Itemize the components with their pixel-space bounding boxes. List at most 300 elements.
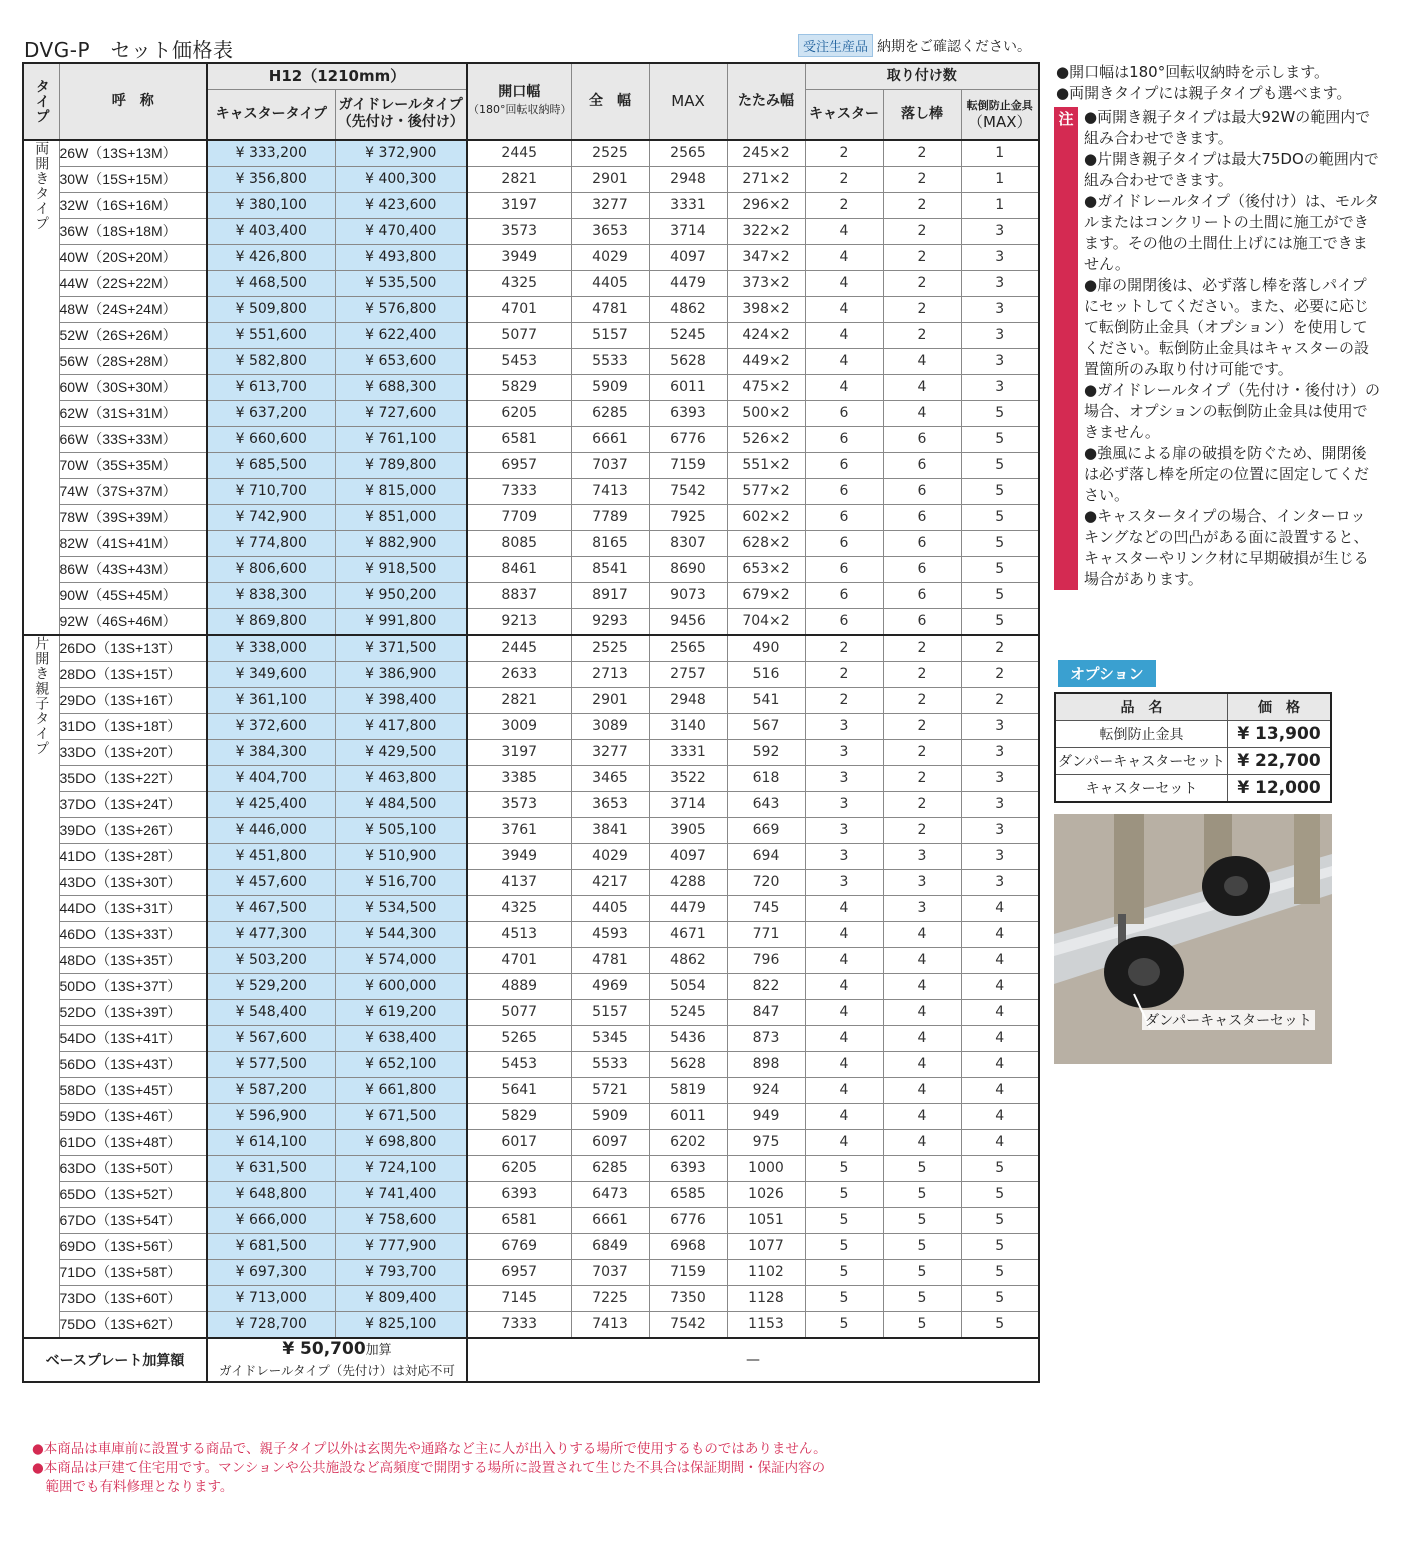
dropbar-count: 2: [883, 322, 961, 348]
base-plate-label: ベースプレート加算額: [23, 1338, 207, 1382]
opening-width: 6017: [467, 1129, 571, 1155]
total-width: 7413: [571, 1311, 649, 1338]
opening-width: 4325: [467, 270, 571, 296]
antifall-count: 5: [961, 608, 1039, 635]
col-max: MAX: [649, 63, 727, 140]
max-width: 6011: [649, 374, 727, 400]
max-width: 4671: [649, 921, 727, 947]
folded-width: 424×2: [727, 322, 805, 348]
max-width: 3714: [649, 218, 727, 244]
table-row: [23, 140, 1039, 167]
max-width: 5245: [649, 322, 727, 348]
caster-count: 6: [805, 400, 883, 426]
folded-width: 924: [727, 1077, 805, 1103]
guide-price: ¥ 727,600: [335, 400, 467, 426]
dropbar-count: 2: [883, 687, 961, 713]
opening-width: 5077: [467, 999, 571, 1025]
folded-width: 602×2: [727, 504, 805, 530]
total-width: 5721: [571, 1077, 649, 1103]
opening-width: 7333: [467, 1311, 571, 1338]
caster-count: 4: [805, 921, 883, 947]
table-row: [23, 687, 1039, 713]
caster-price: ¥ 666,000: [207, 1207, 335, 1233]
antifall-count: 5: [961, 556, 1039, 582]
folded-width: 516: [727, 661, 805, 687]
caster-price: ¥ 509,800: [207, 296, 335, 322]
opening-width: 6957: [467, 452, 571, 478]
opening-width: 7145: [467, 1285, 571, 1311]
caster-price: ¥ 577,500: [207, 1051, 335, 1077]
product-code: 48DO（13S+35T）: [59, 947, 207, 973]
product-code: 43DO（13S+30T）: [59, 869, 207, 895]
antifall-count: 5: [961, 504, 1039, 530]
caster-count: 3: [805, 713, 883, 739]
antifall-count: 5: [961, 478, 1039, 504]
product-code: 28DO（13S+15T）: [59, 661, 207, 687]
base-plate-price: ¥ 50,700加算 ガイドレールタイプ（先付け）は対応不可: [207, 1338, 467, 1382]
caster-count: 5: [805, 1155, 883, 1181]
product-code: 44DO（13S+31T）: [59, 895, 207, 921]
max-width: 7542: [649, 1311, 727, 1338]
guide-price: ¥ 761,100: [335, 426, 467, 452]
opening-width: 2821: [467, 166, 571, 192]
note-opening: ●開口幅は180°回転収納時を示します。: [1056, 63, 1330, 81]
total-width: 3465: [571, 765, 649, 791]
table-row: [23, 400, 1039, 426]
caster-price: ¥ 587,200: [207, 1077, 335, 1103]
total-width: 2901: [571, 687, 649, 713]
col-mount: 取り付け数: [805, 63, 1039, 90]
total-width: 7037: [571, 452, 649, 478]
max-width: 2948: [649, 687, 727, 713]
guide-price: ¥ 918,500: [335, 556, 467, 582]
col-antifall: 転倒防止金具 （MAX）: [961, 90, 1039, 140]
guide-price: ¥ 793,700: [335, 1259, 467, 1285]
total-width: 4217: [571, 869, 649, 895]
antifall-count: 4: [961, 973, 1039, 999]
caster-price: ¥ 468,500: [207, 270, 335, 296]
dropbar-count: 6: [883, 452, 961, 478]
folded-width: 949: [727, 1103, 805, 1129]
guide-price: ¥ 741,400: [335, 1181, 467, 1207]
guide-price: ¥ 463,800: [335, 765, 467, 791]
antifall-count: 4: [961, 895, 1039, 921]
caster-price: ¥ 333,200: [207, 140, 335, 167]
guide-price: ¥ 516,700: [335, 869, 467, 895]
total-width: 8917: [571, 582, 649, 608]
folded-width: 373×2: [727, 270, 805, 296]
antifall-count: 3: [961, 218, 1039, 244]
guide-price: ¥ 688,300: [335, 374, 467, 400]
max-width: 4862: [649, 947, 727, 973]
max-width: 3140: [649, 713, 727, 739]
guide-price: ¥ 638,400: [335, 1025, 467, 1051]
caster-price: ¥ 613,700: [207, 374, 335, 400]
table-row: [23, 661, 1039, 687]
caster-price: ¥ 637,200: [207, 400, 335, 426]
guide-price: ¥ 825,100: [335, 1311, 467, 1338]
dropbar-count: 5: [883, 1285, 961, 1311]
guide-price: ¥ 372,900: [335, 140, 467, 167]
antifall-count: 5: [961, 400, 1039, 426]
antifall-count: 3: [961, 817, 1039, 843]
guide-price: ¥ 417,800: [335, 713, 467, 739]
caster-price: ¥ 728,700: [207, 1311, 335, 1338]
dropbar-count: 4: [883, 374, 961, 400]
caster-count: 6: [805, 608, 883, 635]
folded-width: 898: [727, 1051, 805, 1077]
dropbar-count: 5: [883, 1207, 961, 1233]
total-width: 6661: [571, 1207, 649, 1233]
folded-width: 704×2: [727, 608, 805, 635]
total-width: 3653: [571, 791, 649, 817]
caster-count: 3: [805, 843, 883, 869]
caster-count: 4: [805, 1025, 883, 1051]
total-width: 6849: [571, 1233, 649, 1259]
option-row: キャスターセット ¥ 12,000: [1055, 775, 1331, 803]
caster-count: 4: [805, 973, 883, 999]
product-code: 56DO（13S+43T）: [59, 1051, 207, 1077]
guide-price: ¥ 619,200: [335, 999, 467, 1025]
table-row: [23, 635, 1039, 662]
opening-width: 5077: [467, 322, 571, 348]
col-opening: 開口幅 （180°回転収納時）: [467, 63, 571, 140]
total-width: 3089: [571, 713, 649, 739]
total-width: 8541: [571, 556, 649, 582]
total-width: 5909: [571, 374, 649, 400]
caster-count: 4: [805, 218, 883, 244]
made-to-order-badge: 受注生産品: [798, 34, 873, 57]
antifall-count: 5: [961, 1155, 1039, 1181]
caster-count: 4: [805, 348, 883, 374]
option-table: [1054, 692, 1332, 803]
table-row: [23, 374, 1039, 400]
product-code: 75DO（13S+62T）: [59, 1311, 207, 1338]
folded-width: 1051: [727, 1207, 805, 1233]
guide-price: ¥ 398,400: [335, 687, 467, 713]
option-col-price: 価 格: [1228, 693, 1332, 721]
antifall-count: 5: [961, 530, 1039, 556]
col-folded: たたみ幅: [727, 63, 805, 140]
product-code: 31DO（13S+18T）: [59, 713, 207, 739]
caster-price: ¥ 713,000: [207, 1285, 335, 1311]
antifall-count: 2: [961, 687, 1039, 713]
product-code: 39DO（13S+26T）: [59, 817, 207, 843]
antifall-count: 3: [961, 374, 1039, 400]
product-code: 73DO（13S+60T）: [59, 1285, 207, 1311]
caster-price: ¥ 349,600: [207, 661, 335, 687]
dropbar-count: 4: [883, 1077, 961, 1103]
total-width: 9293: [571, 608, 649, 635]
antifall-count: 5: [961, 1233, 1039, 1259]
opening-width: 6205: [467, 1155, 571, 1181]
total-width: 2901: [571, 166, 649, 192]
caster-price: ¥ 457,600: [207, 869, 335, 895]
col-name: 呼 称: [59, 63, 207, 140]
guide-price: ¥ 652,100: [335, 1051, 467, 1077]
dropbar-count: 2: [883, 140, 961, 167]
antifall-count: 3: [961, 765, 1039, 791]
table-row: [23, 296, 1039, 322]
antifall-count: 2: [961, 661, 1039, 687]
folded-width: 322×2: [727, 218, 805, 244]
damper-caster-photo: [1054, 814, 1332, 1064]
max-width: 3331: [649, 739, 727, 765]
product-code: 37DO（13S+24T）: [59, 791, 207, 817]
opening-width: 2445: [467, 140, 571, 167]
table-row: [23, 348, 1039, 374]
caster-price: ¥ 356,800: [207, 166, 335, 192]
product-code: 32W（16S+16M）: [59, 192, 207, 218]
product-code: 86W（43S+43M）: [59, 556, 207, 582]
folded-width: 449×2: [727, 348, 805, 374]
guide-price: ¥ 661,800: [335, 1077, 467, 1103]
guide-price: ¥ 777,900: [335, 1233, 467, 1259]
dropbar-count: 2: [883, 166, 961, 192]
folded-width: 679×2: [727, 582, 805, 608]
opening-width: 5265: [467, 1025, 571, 1051]
dropbar-count: 2: [883, 296, 961, 322]
table-row: [23, 426, 1039, 452]
opening-width: 6393: [467, 1181, 571, 1207]
product-code: 30W（15S+15M）: [59, 166, 207, 192]
antifall-count: 3: [961, 739, 1039, 765]
table-row: [23, 1311, 1039, 1338]
caster-price: ¥ 774,800: [207, 530, 335, 556]
total-width: 3841: [571, 817, 649, 843]
opening-width: 6957: [467, 1259, 571, 1285]
antifall-count: 5: [961, 582, 1039, 608]
caster-count: 4: [805, 322, 883, 348]
guide-price: ¥ 544,300: [335, 921, 467, 947]
total-width: 5157: [571, 322, 649, 348]
caster-count: 4: [805, 374, 883, 400]
opening-width: 7709: [467, 504, 571, 530]
price-table: [22, 62, 1040, 1383]
product-code: 40W（20S+20M）: [59, 244, 207, 270]
max-width: 4288: [649, 869, 727, 895]
total-width: 7037: [571, 1259, 649, 1285]
dropbar-count: 4: [883, 921, 961, 947]
guide-price: ¥ 758,600: [335, 1207, 467, 1233]
folded-width: 490: [727, 635, 805, 662]
opening-width: 2633: [467, 661, 571, 687]
caster-price: ¥ 596,900: [207, 1103, 335, 1129]
double-swing-rows: [23, 140, 1039, 635]
col-dropbar: 落し棒: [883, 90, 961, 140]
dropbar-count: 4: [883, 348, 961, 374]
antifall-count: 5: [961, 1285, 1039, 1311]
guide-price: ¥ 510,900: [335, 843, 467, 869]
caster-count: 5: [805, 1233, 883, 1259]
table-row: [23, 270, 1039, 296]
caster-price: ¥ 838,300: [207, 582, 335, 608]
product-code: 36W（18S+18M）: [59, 218, 207, 244]
max-width: 4479: [649, 895, 727, 921]
total-width: 2525: [571, 140, 649, 167]
opening-width: 3949: [467, 244, 571, 270]
total-width: 4781: [571, 296, 649, 322]
caster-price: ¥ 582,800: [207, 348, 335, 374]
max-width: 3714: [649, 791, 727, 817]
folded-width: 1102: [727, 1259, 805, 1285]
product-code: 44W（22S+22M）: [59, 270, 207, 296]
total-width: 4969: [571, 973, 649, 999]
product-code: 26W（13S+13M）: [59, 140, 207, 167]
guide-price: ¥ 809,400: [335, 1285, 467, 1311]
product-code: 78W（39S+39M）: [59, 504, 207, 530]
caster-count: 6: [805, 478, 883, 504]
guide-price: ¥ 698,800: [335, 1129, 467, 1155]
opening-width: 8837: [467, 582, 571, 608]
caster-price: ¥ 742,900: [207, 504, 335, 530]
antifall-count: 3: [961, 791, 1039, 817]
max-width: 5436: [649, 1025, 727, 1051]
dropbar-count: 6: [883, 582, 961, 608]
max-width: 6776: [649, 426, 727, 452]
dropbar-count: 6: [883, 426, 961, 452]
caster-count: 6: [805, 530, 883, 556]
table-row: [23, 582, 1039, 608]
caster-price: ¥ 380,100: [207, 192, 335, 218]
opening-width: 7333: [467, 478, 571, 504]
product-code: 35DO（13S+22T）: [59, 765, 207, 791]
max-width: 2565: [649, 635, 727, 662]
antifall-count: 4: [961, 1051, 1039, 1077]
caster-count: 2: [805, 687, 883, 713]
product-code: 66W（33S+33M）: [59, 426, 207, 452]
table-row: [23, 869, 1039, 895]
caster-price: ¥ 372,600: [207, 713, 335, 739]
col-total: 全 幅: [571, 63, 649, 140]
guide-price: ¥ 429,500: [335, 739, 467, 765]
folded-width: 628×2: [727, 530, 805, 556]
table-row: [23, 504, 1039, 530]
order-note-text: 納期をご確認ください。: [877, 38, 1032, 55]
folded-width: 694: [727, 843, 805, 869]
option-row: 転倒防止金具 ¥ 13,900: [1055, 721, 1331, 748]
caution-box: [1054, 107, 1380, 590]
opening-width: 4889: [467, 973, 571, 999]
table-row: [23, 1129, 1039, 1155]
guide-price: ¥ 535,500: [335, 270, 467, 296]
product-code: 41DO（13S+28T）: [59, 843, 207, 869]
caster-count: 4: [805, 296, 883, 322]
opening-width: 3009: [467, 713, 571, 739]
caster-price: ¥ 710,700: [207, 478, 335, 504]
dropbar-count: 2: [883, 817, 961, 843]
guide-price: ¥ 950,200: [335, 582, 467, 608]
antifall-count: 1: [961, 166, 1039, 192]
caster-price: ¥ 338,000: [207, 635, 335, 662]
total-width: 7225: [571, 1285, 649, 1311]
antifall-count: 1: [961, 140, 1039, 167]
max-width: 6202: [649, 1129, 727, 1155]
dropbar-count: 2: [883, 270, 961, 296]
caster-count: 5: [805, 1285, 883, 1311]
col-guide-type: ガイドレールタイプ （先付け・後付け）: [335, 90, 467, 140]
product-code: 50DO（13S+37T）: [59, 973, 207, 999]
product-code: 60W（30S+30M）: [59, 374, 207, 400]
folded-width: 398×2: [727, 296, 805, 322]
guide-price: ¥ 671,500: [335, 1103, 467, 1129]
caster-price: ¥ 869,800: [207, 608, 335, 635]
antifall-count: 3: [961, 713, 1039, 739]
table-row: [23, 765, 1039, 791]
folded-width: 475×2: [727, 374, 805, 400]
max-width: 3522: [649, 765, 727, 791]
folded-width: 720: [727, 869, 805, 895]
product-code: 69DO（13S+56T）: [59, 1233, 207, 1259]
total-width: 3277: [571, 192, 649, 218]
table-row: [23, 218, 1039, 244]
product-code: 56W（28S+28M）: [59, 348, 207, 374]
product-code: 46DO（13S+33T）: [59, 921, 207, 947]
opening-width: 5641: [467, 1077, 571, 1103]
total-width: 4029: [571, 843, 649, 869]
col-type: タイプ: [23, 63, 59, 140]
table-row: [23, 1155, 1039, 1181]
max-width: 2948: [649, 166, 727, 192]
total-width: 7413: [571, 478, 649, 504]
caster-count: 2: [805, 166, 883, 192]
caster-count: 3: [805, 739, 883, 765]
folded-width: 1128: [727, 1285, 805, 1311]
opening-width: 5453: [467, 1051, 571, 1077]
caster-count: 6: [805, 556, 883, 582]
caster-count: 5: [805, 1207, 883, 1233]
caution-item: ●扉の開閉後は、必ず落し棒を落しパイプにセットしてください。また、必要に応じて転倒防止金具（オプション）を使用してください。転倒防止金具はキャスターの設置箇所のみ取り付け可能です。: [1084, 276, 1370, 378]
caster-price: ¥ 685,500: [207, 452, 335, 478]
photo-label: ダンパーキャスターセット: [1142, 1010, 1315, 1030]
folded-width: 745: [727, 895, 805, 921]
caster-price: ¥ 567,600: [207, 1025, 335, 1051]
max-width: 9073: [649, 582, 727, 608]
opening-width: 9213: [467, 608, 571, 635]
folded-width: 975: [727, 1129, 805, 1155]
product-code: 90W（45S+45M）: [59, 582, 207, 608]
folded-width: 577×2: [727, 478, 805, 504]
note-parent-child: ●両開きタイプには親子タイプも選べます。: [1056, 84, 1352, 102]
caster-count: 6: [805, 582, 883, 608]
antifall-count: 1: [961, 192, 1039, 218]
caster-count: 5: [805, 1181, 883, 1207]
option-col-name: 品 名: [1055, 693, 1228, 721]
caster-price: ¥ 660,600: [207, 426, 335, 452]
max-width: 7350: [649, 1285, 727, 1311]
total-width: 4029: [571, 244, 649, 270]
dropbar-count: 2: [883, 739, 961, 765]
table-row: [23, 817, 1039, 843]
caster-count: 4: [805, 270, 883, 296]
guide-price: ¥ 505,100: [335, 817, 467, 843]
group-label: 両開きタイプ: [23, 140, 59, 635]
table-row: [23, 1285, 1039, 1311]
opening-width: 6205: [467, 400, 571, 426]
total-width: 6285: [571, 1155, 649, 1181]
col-caster: キャスター: [805, 90, 883, 140]
caster-price: ¥ 426,800: [207, 244, 335, 270]
caster-count: 6: [805, 504, 883, 530]
max-width: 6968: [649, 1233, 727, 1259]
dropbar-count: 3: [883, 895, 961, 921]
folded-width: 1077: [727, 1233, 805, 1259]
dropbar-count: 2: [883, 192, 961, 218]
caster-price: ¥ 361,100: [207, 687, 335, 713]
max-width: 7925: [649, 504, 727, 530]
guide-price: ¥ 423,600: [335, 192, 467, 218]
max-width: 5245: [649, 999, 727, 1025]
